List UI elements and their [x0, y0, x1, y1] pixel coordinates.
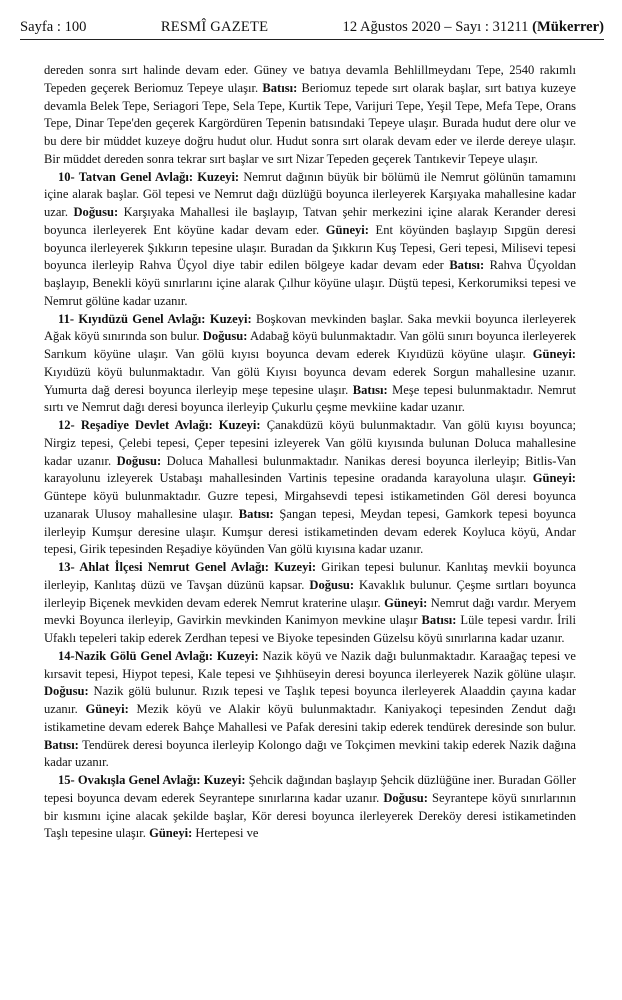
- text-run: Kavaklık bulunur. Çeşme sırtları boyunca ilerleyip Biçenek mevkiden devam ederek Nemrut kraterine ulaşır.: [44, 577, 576, 610]
- bold-run: Güneyi:: [532, 347, 576, 361]
- text-run: Nemrut dağı vardır. Meryem mevki Boyunca ilerleyip, Gavirkin mevkinden Kanimyon mevkine ulaşır: [44, 595, 577, 628]
- text-run: Girikan tepesi bulunur. Kanlıtaş mevkii boyunca ilerleyip, Kanlıtaş düzü ve Tavşan düzünü kapsar.: [44, 560, 576, 592]
- issue-info: [343, 18, 604, 36]
- bold-run: 10- Tatvan Genel Avlağı: Kuzeyi:: [58, 169, 240, 184]
- bold-run: Batısı:: [44, 737, 79, 752]
- bold-run: Batısı:: [352, 382, 388, 397]
- text-run: Lüle tepesi vardır. İrili Ufaklı tepeleri takip ederek Zerdhan tepesi ve Biyoke tepesinden Güzelsu köyü sınırlarına kadar uzanır.: [44, 613, 576, 645]
- paragraph-p11: [44, 311, 576, 418]
- text-run: Ent köyünden başlayıp Sıpgün deresi boyunca ilerleyerek Şıkkırın tepesine ulaşır. Buradan da Şıkkırın Kuş Tepesi, Geri tepesi, Milisevi tepesi boyunca ilerleyip Rahva Üçyol diye tabir edilen bölgeye kadar devam eder: [44, 222, 576, 273]
- bold-run: 15- Ovakışla Genel Avlağı: Kuzeyi:: [58, 773, 246, 787]
- text-run: Şehcik dağından başlayıp Şehcik düzlüğüne iner. Buradan Göller tepesi boyunca devam ederek Seyrantepe sınırlarına kadar uzanır.: [44, 773, 577, 805]
- bold-run: Güneyi:: [85, 702, 129, 716]
- bold-run: Güneyi:: [325, 222, 369, 237]
- paragraph-p14: [44, 648, 576, 772]
- page-number: Sayfa : 100: [20, 19, 87, 35]
- bold-run: Doğusu:: [383, 790, 428, 805]
- text-run: Meşe tepesi bulunmaktadır. Nemrut sırtı ve Nemrut dağı deresi boyunca ilerleyip Çukurlu çeşme mevkiine kadar uzanır.: [44, 382, 576, 415]
- text-run: Nazik köyü ve Nazik dağı bulunmaktadır. Karaağaç tepesi ve kırsavit tepesi, Hiypot tepesi, Kale tepesi ve Şıhhüseyin deresi boyunca ilerleyerek Nazik gölüne ulaşır.: [44, 648, 576, 681]
- text-run: Beriomuz tepede sırt olarak başlar, sırt batıya kuzeye devamla Belek Tepe, Seriagori Tepe, Sela Tepe, Kurtik Tepe, Varijuri Tepe, Yeşil Tepe, Mefa Tepe, Orans Tepe, Dinar Tepe'den geçerek Kargördüren Tepenin batısındaki Tepeye ulaşır. Burada hudut dere olur ve bu dere bir müddet kuzeye doğru hudut olur. Hudut sonra sırt olarak devam eder ve ilerde dereye ulaşır. Bir müddet dereden sonra tekrar sırt başlar ve sırt Nizar Tepeden geçerek Tantıkevir Tepeye ulaşır.: [44, 80, 576, 166]
- paragraph-p12: [44, 417, 576, 559]
- bold-run: Batısı:: [449, 258, 485, 273]
- bold-run: 14-Nazik Gölü Genel Avlağı: Kuzeyi:: [58, 648, 259, 663]
- paragraph-p0: [44, 62, 576, 169]
- bold-run: 13- Ahlat İlçesi Nemrut Genel Avlağı: Kuzeyi:: [58, 560, 317, 574]
- text-run: Şangan tepesi, Meydan tepesi, Gamkork tepesi boyunca ilerleyip Kumşur deresine ulaşır. Kumşur deresi istikametinden devam ederek Koyluca köyü, Andar tepesi, Girik tepesinden Reşadiye köyünden Van gölü kıyısına kadar uzanır.: [44, 506, 576, 557]
- text-run: Nemrut dağının büyük bir bölümü ile Nemrut gölünün tamamını içine alarak başlar. Göl tepesi ve Nemrut dağı düzlüğü boyunca ilerleyerek Karşıyaka mahallesine kadar uzar.: [44, 169, 577, 219]
- gazette-title: RESMÎ GAZETE: [160, 19, 269, 35]
- bold-run: Batısı:: [238, 506, 274, 521]
- text-run: Tendürek deresi boyunca ilerleyip Kolongo dağı ve Tokçimen mevkini takip ederek Nazik dağına kadar uzanır.: [44, 737, 576, 770]
- issue-date: 12 Ağustos 2020 – Sayı : 31211: [342, 19, 529, 35]
- bold-run: Doğusu:: [202, 329, 248, 344]
- paragraph-p10: [44, 169, 576, 311]
- bold-run: Doğusu:: [309, 577, 355, 592]
- text-run: Karşıyaka Mahallesi ile başlayıp, Tatvan şehir merkezini içine alarak Kerander deresi boyunca ilerleyerek Ent köyüne kadar devam eder.: [44, 205, 576, 237]
- text-run: Adabağ köyü bulunmaktadır. Van gölü sınırı boyunca ilerleyerek Sarıkum köyüne ulaşır. Van gölü kıyısı boyunca devam ederek Kıyıdüzü köyüne ulaşır.: [44, 329, 576, 361]
- text-run: Mezik köyü ve Alakir köyü bulunmaktadır. Kaniyakoçi tepesinden Zendut dağı istikametine devam ederek Bahçe Mahallesi ve Pafak deresini takip ederek tendürek deresinde son bulur.: [44, 702, 576, 734]
- text-run: Çanakdüzü köyü bulunmaktadır. Van gölü kıyısı boyunca; Nirgiz tepesi, Çelebi tepesi, Çeper tepesini izleyerek Van gölü kıyısında bulunan Doluca mahallesine kadar uzanır.: [44, 418, 576, 468]
- bold-run: Doğusu:: [44, 684, 89, 699]
- supplement-label: (Mükerrer): [532, 19, 604, 35]
- text-run: Doluca Mahallesi bulunmaktadır. Nanikas deresi boyunca ilerleyip; Bitlis-Van karayolunu izleyerek Ustabaşı mahallesinden Vartinis tepesine oradanda karayoluna ulaşır.: [44, 453, 576, 486]
- bold-run: 11- Kıyıdüzü Genel Avlağı: Kuzeyi:: [58, 311, 252, 326]
- paragraph-p15: [44, 772, 576, 843]
- bold-run: Güneyi:: [532, 471, 576, 486]
- bold-run: Güneyi:: [384, 595, 428, 610]
- text-run: Rahva Üçyoldan başlayıp, Benekli köyü sınırlarını içine alarak Çılhur köyüne ulaşır. Düştü tepesi, Kerkorumiksi tepesi ve Nemrut gölüne kadar uzanır.: [44, 258, 576, 308]
- bold-run: Doğusu:: [73, 205, 119, 219]
- text-run: Seyrantepe köyü sınırlarının bir kısmını içine alacak şekilde başlar, Kör deresi boyunca ilerleyerek Dereköy deresi istikametinden Taşlı tepesine ulaşır.: [44, 790, 576, 841]
- paragraph-p13: [44, 559, 576, 648]
- document-body: [44, 62, 576, 843]
- text-run: Hertepesi ve: [192, 826, 259, 841]
- bold-run: Doğusu:: [116, 453, 162, 468]
- bold-run: 12- Reşadiye Devlet Avlağı: Kuzeyi:: [58, 418, 261, 432]
- text-run: Kıyıdüzü köyü bulunmaktadır. Van gölü Kıyısı boyunca devam ederek Sorgun mahallesine uzanır. Yumurta dağ deresi boyunca ilerleyip meşe tepesine ulaşır.: [44, 364, 576, 397]
- page-header: [20, 12, 604, 40]
- bold-run: Güneyi:: [149, 826, 193, 841]
- bold-run: Batısı:: [421, 613, 457, 628]
- bold-run: Batısı:: [262, 80, 298, 95]
- text-run: dereden sonra sırt halinde devam eder. Güney ve batıya devamla Behlillmeydanı Tepe, 2540 rakımlı Tepeden geçerek Beriomuz Tepeye ulaşır.: [44, 63, 576, 95]
- text-run: Boşkovan mevkinden başlar. Saka mevkii boyunca ilerleyerek Ağak köyü sınırında son bulur.: [44, 311, 576, 344]
- text-run: Güntepe köyü bulunmaktadır. Guzre tepesi, Mirgahsevdi tepesi istikametinden Göl deresi boyunca uzanarak Ulusoy mahallesine ulaşır.: [44, 489, 576, 521]
- text-run: Nazik gölü bulunur. Rızık tepesi ve Taşlık tepesi boyunca ilerleyerek Alaaddin çayına kadar uzanır.: [44, 684, 576, 716]
